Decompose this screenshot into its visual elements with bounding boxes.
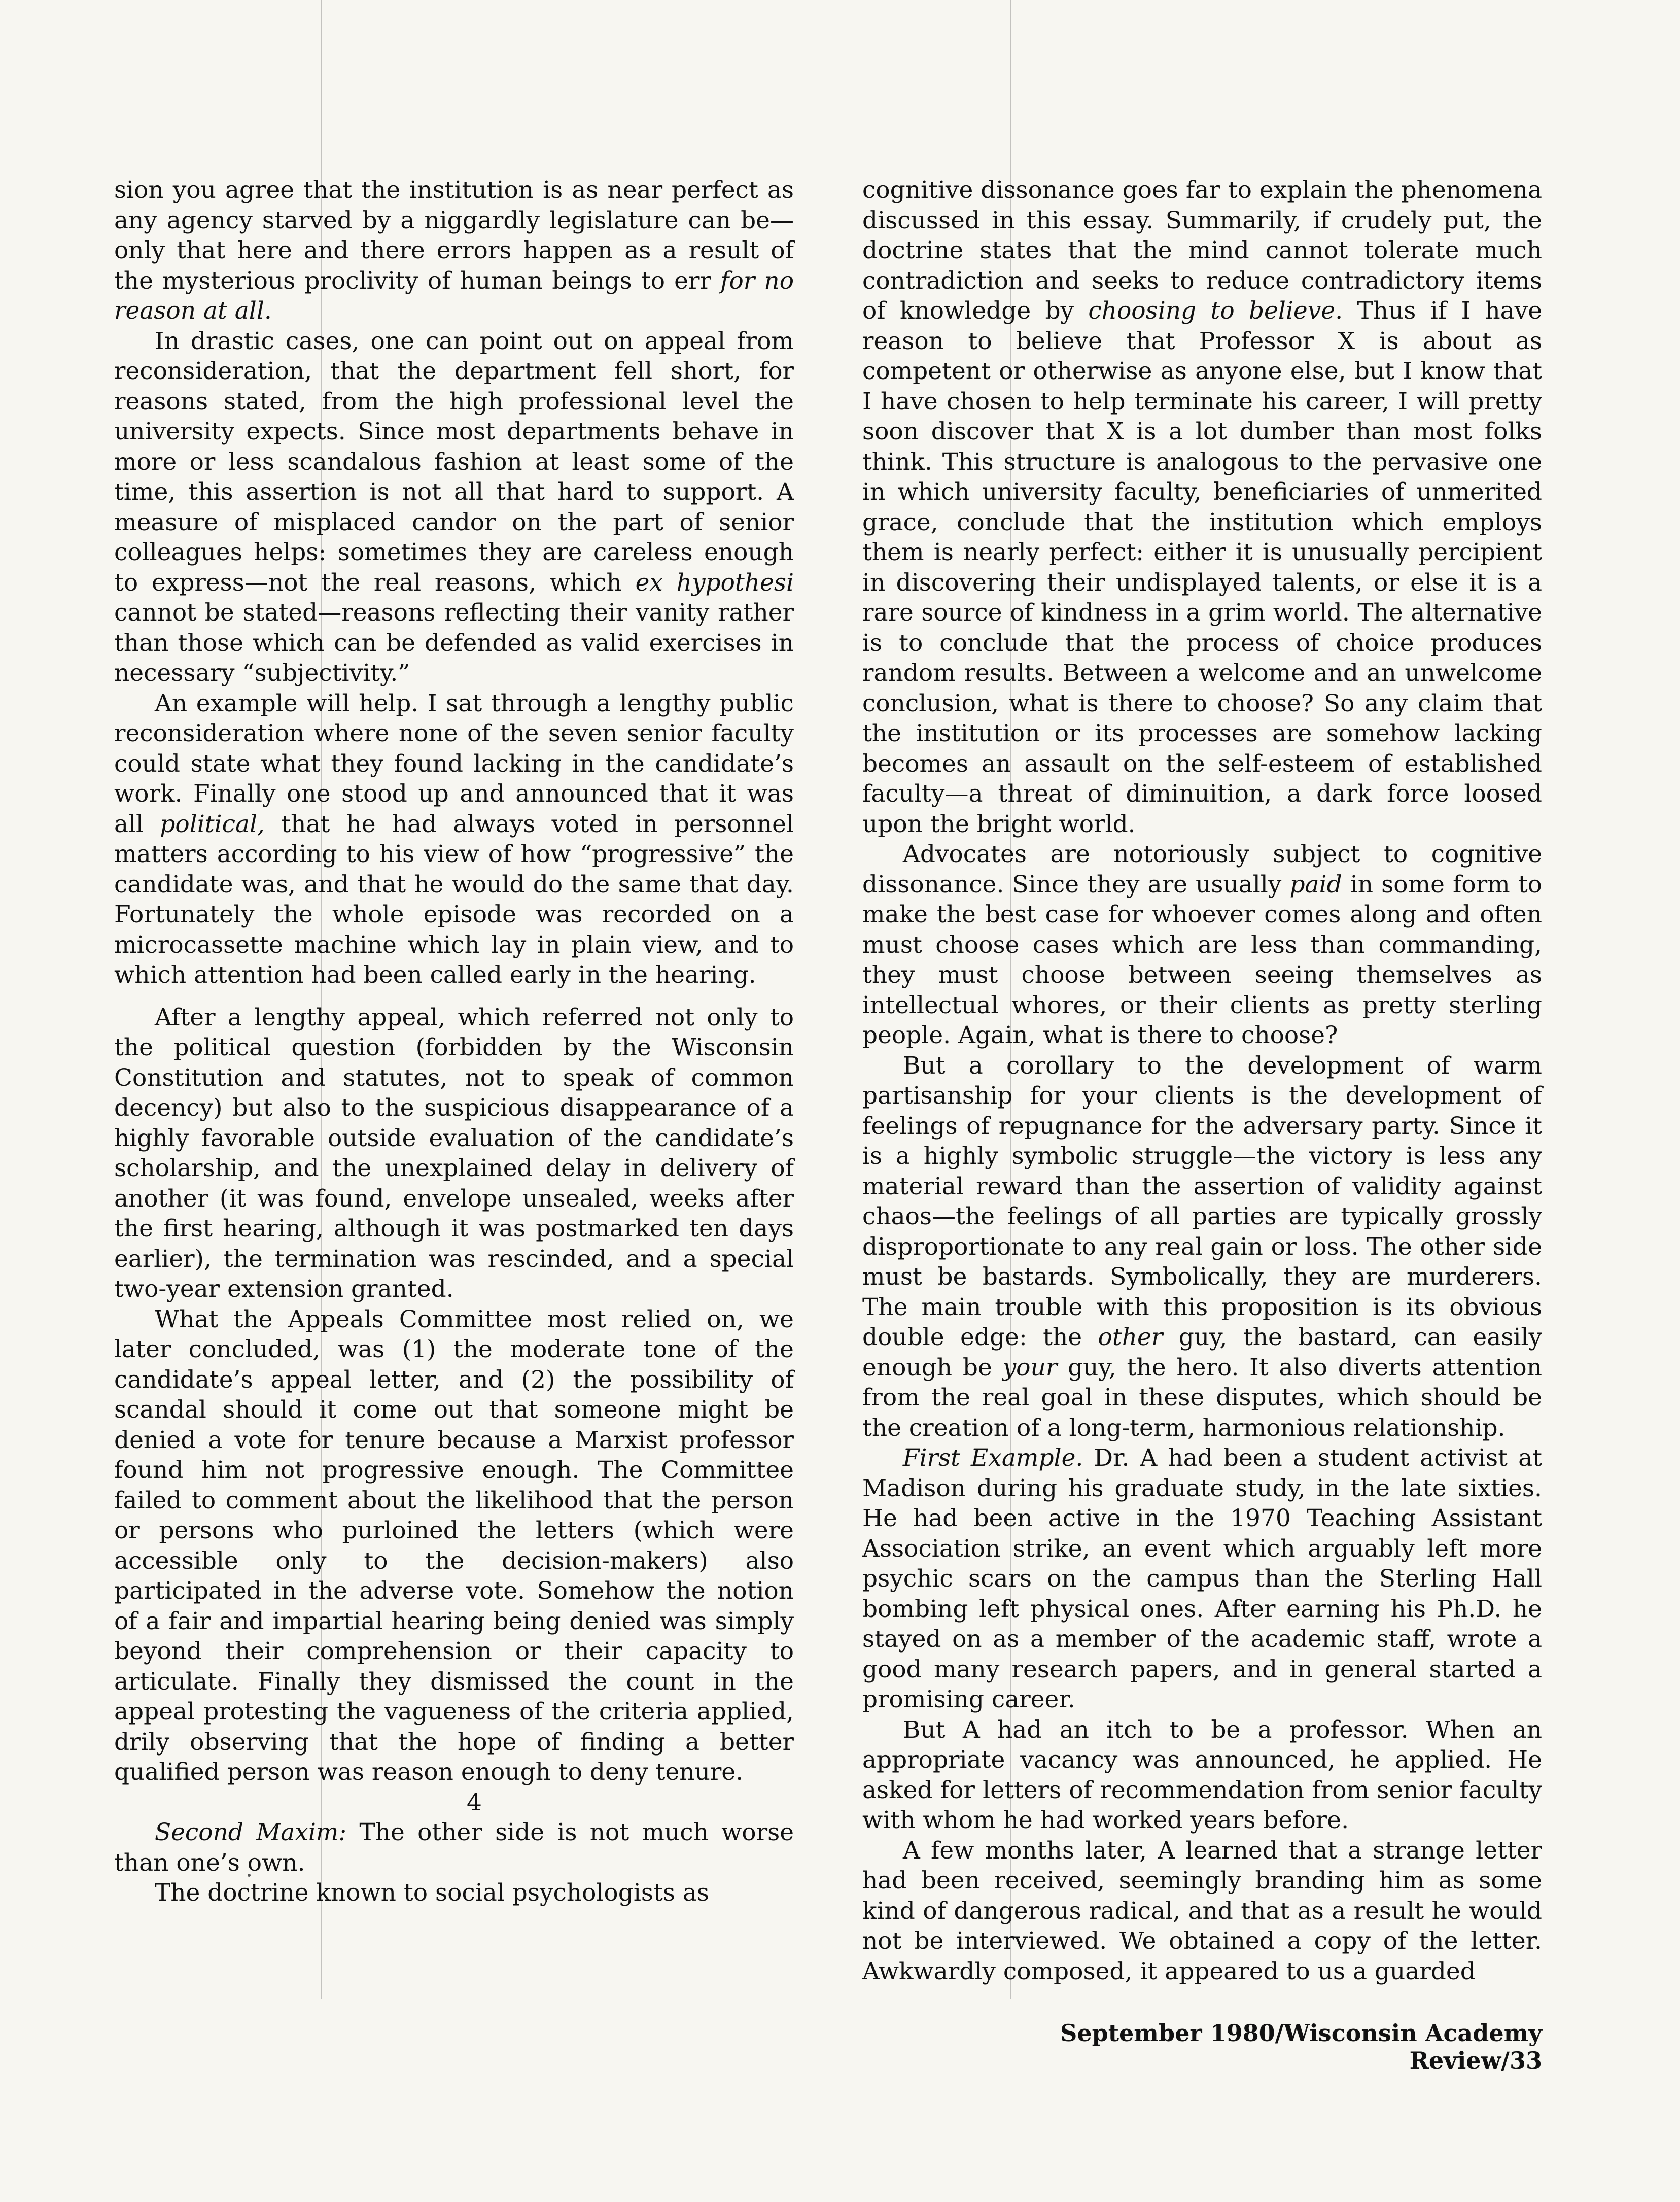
text-segment: guy, the hero. It also diverts attention from the real goal in these disputes, which should be the creation of a long-term, harmonious relationship. [862,1353,1542,1442]
text-segment: But a corollary to the development of warm partisanship for your clients is the development of feelings of repugnance for the adversary party. Since it is a highly symbolic struggle—the victory is less any material reward than the assertion of validity against chaos—the feelings of all parties are typically grossly disproportionate to any real gain or loss. The other side must be bastards. Symbolically, they are murderers. The main trouble with this proposition is its obvious double edge: the [862,1051,1542,1351]
italic-text: your [1002,1353,1058,1382]
paragraph [114,1304,794,1787]
paragraph [862,1443,1542,1715]
paragraph [114,175,794,326]
text-segment: guy, the bastard, can easily enough be [862,1323,1543,1382]
paragraph [114,1003,794,1304]
text-segment: What the Appeals Committee most relied on, we later concluded, was (1) the moderate tone of the candidate’s appeal letter, and (2) the possibility of scandal should it come out that someone might be denied a vote for tenure because a Marxist professor found him not progressive enough. The Committee failed to comment about the likelihood that the person or persons who purloined the letters (which were accessible only to the decision-makers) also participated in the adverse vote. Somehow the notion of a fair and impartial hearing being denied was simply beyond their comprehension or their capacity to articulate. Finally they dismissed the count in the appeal protesting the vagueness of the criteria applied, drily observing that the hope of finding a better qualified person was reason enough to deny tenure. [114,1305,794,1786]
text-segment: that he had always voted in personnel matters according to his view of how “progressive” the candidate was, and that he would do the same that day. Fortunately the whole episode was recorded on a microcassette machine which lay in plain view, and to which attention had been called early in the hearing. [114,810,794,989]
text-segment: After a lengthy appeal, which referred not only to the political question (forbidden by the Wisconsin Constitution and statutes, not to speak of common decency) but also to the suspicious disappearance of a highly favorable outside evaluation of the candidate’s scholarship, and the unexplained delay in delivery of another (it was found, envelope unsealed, weeks after the first hearing, although it was postmarked ten days earlier), the termination was rescinded, and a special two-year extension granted. [114,1003,794,1303]
text-segment: Advocates are notoriously subject to cognitive dissonance. Since they are usually [862,840,1542,899]
text-segment: But A had an itch to be a professor. When an appropriate vacancy was announced, he applied. He asked for letters of recommendation from senior faculty with whom he had worked years before. [862,1715,1542,1834]
section-number: 4 [466,1788,482,1816]
paragraph [862,1051,1542,1443]
text-segment: in some form to make the best case for whoever comes along and often must choose cases which are less than commanding, they must choose between seeing themselves as intellectual whores, or their clients as pretty sterling people. Again, what is there to choose? [862,870,1542,1049]
text-segment: In drastic cases, one can point out on appeal from reconsideration, that the department fell short, for reasons stated, from the high professional level the university expects. Since most departments behave in more or less scandalous fashion at least some of the time, this assertion is not all that hard to support. A measure of misplaced candor on the part of senior colleagues helps: sometimes they are careless enough to express—not the real reasons, which [114,327,794,597]
paragraph [114,1878,794,1908]
text-segment: The other side is not much worse than one’s own. [114,1818,794,1877]
text-segment: The doctrine known to social psychologists as [154,1879,710,1907]
text-segment: sion you agree that the institution is as near perfect as any agency starved by a niggardly legislature can be—only that here and there errors happen as a result of the mysterious proclivity of human beings to err [114,176,794,295]
text-segment: An example will help. I sat through a lengthy public reconsideration where none of the seven senior faculty could state what they found lacking in the candidate’s work. Finally one stood up and announced that it was all [114,689,794,838]
italic-text: ex hypothesi [635,568,794,597]
paragraph [114,689,794,990]
paragraph [862,839,1542,1051]
italic-text: for no reason at all. [114,266,794,325]
italic-text: political, [160,810,265,838]
text-segment: Dr. A had been a student activist at Madison during his graduate study, in the late sixties. He had been active in the 1970 Teaching Assistant Association strike, an event which arguably left more psychic scars on the campus than the Sterling Hall bombing left physical ones. After earning his Ph.D. he stayed on as a member of the academic staff, wrote a good many research papers, and in general started a promising career. [862,1444,1542,1713]
right-paragraphs [862,175,1542,1986]
text-segment: cannot be stated—reasons reflecting their vanity rather than those which can be defended as valid exercises in necessary “subjectivity.” [114,599,794,687]
paragraph [114,326,794,689]
italic-text: Second Maxim: [154,1818,347,1846]
paragraph [862,1715,1542,1836]
text-segment: A few months later, A learned that a strange letter had been received, seemingly branding him as some kind of dangerous radical, and that as a result he would not be interviewed. We obtained a copy of the letter. Awkwardly composed, it appeared to us a guarded [862,1836,1542,1985]
text-segment: Thus if I have reason to believe that Professor X is about as competent or otherwise as anyone else, but I know that I have chosen to help terminate his career, I will pretty soon discover that X is a lot dumber than most folks think. This structure is analogous to the pervasive one in which university faculty, beneficiaries of unmerited grace, conclude that the institution which employs them is nearly perfect: either it is unusually percipient in discovering their undisplayed talents, or else it is a rare source of kindness in a grim world. The alternative is to conclude that the process of choice produces random results. Between a welcome and an unwelcome conclusion, what is there to choose? So any claim that the institution or its processes are somehow lacking becomes an assault on the self-esteem of established faculty—a threat of diminuition, a dark force loosed upon the bright world. [862,297,1543,838]
italic-text: First Example. [902,1444,1083,1472]
left-paragraphs [114,175,794,1787]
paragraph [114,1817,794,1878]
left-column [114,175,794,1908]
text-segment: cognitive dissonance goes far to explain the phenomena discussed in this essay. Summarily, if crudely put, the doctrine states that the mind cannot tolerate much contradiction and seeks to reduce contradictory items of knowledge by [862,176,1542,325]
italic-text: paid [1289,870,1342,899]
paragraph [862,175,1542,839]
right-column [862,175,1542,1986]
page-footer: September 1980/Wisconsin Academy Review/33 [1060,2019,1542,2074]
italic-text: other [1098,1323,1163,1351]
left-after-section [114,1817,794,1908]
paragraph [862,1836,1542,1987]
italic-text: choosing to believe. [1088,297,1343,325]
